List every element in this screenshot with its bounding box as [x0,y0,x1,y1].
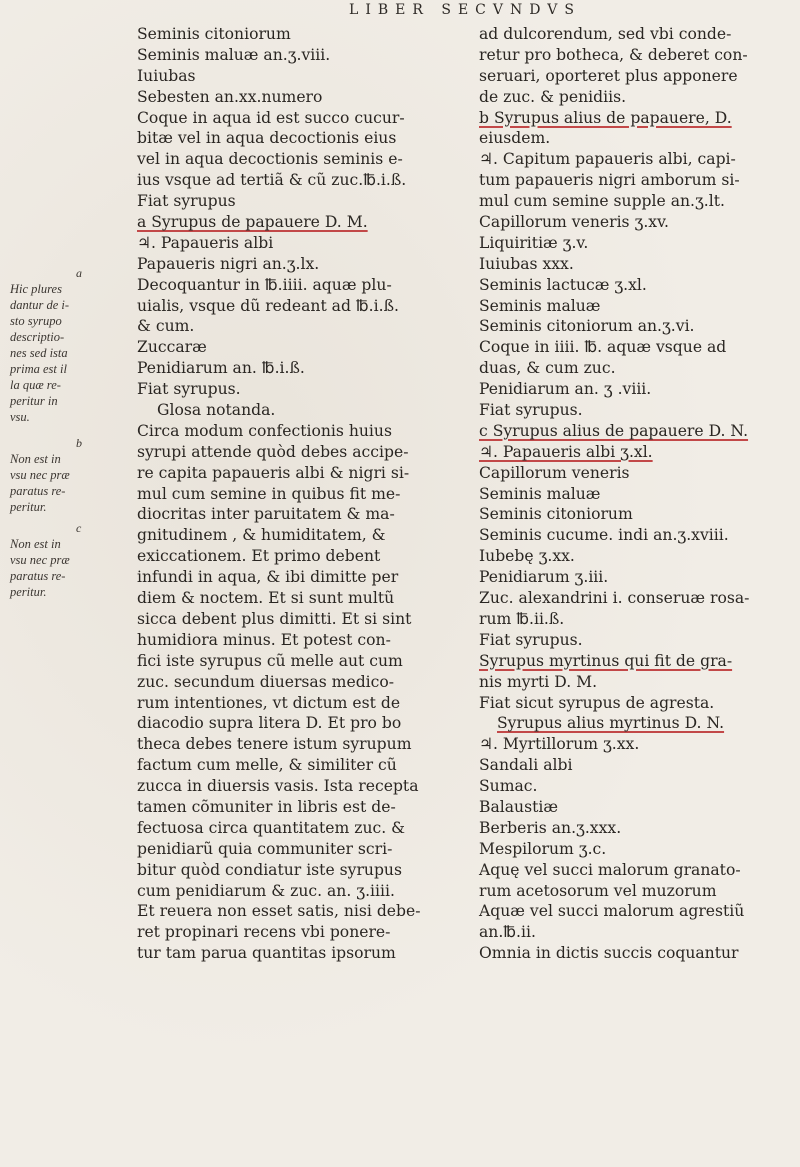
text-line: gnitudinem , & humiditatem, & [137,526,386,545]
text-line: sicca debent plus dimitti. Et si sint [137,609,412,628]
margin-note-line: vsu nec præ [10,468,70,482]
text-line: bitur quòd condiatur iste syrupus [137,860,402,879]
text-line: Papaueris nigri an.ʒ.lx. [137,254,320,273]
text-line: mul cum semine supple an.ʒ.lt. [479,192,725,211]
margin-note-line: prima est il [10,362,67,376]
recipe-heading: b Syrupus alius de papauere, D. [479,108,732,127]
text-line: nis myrti D. M. [479,672,598,691]
text-line: Fiat syrupus [137,192,236,211]
text-line: exiccationem. Et primo debent [137,547,381,566]
text-line: fici iste syrupus cũ melle aut cum [137,651,403,670]
text-line: duas, & cum zuc. [479,359,616,378]
text-line: seruari, oporteret plus apponere [479,66,738,85]
text-line: bitæ vel in aqua decoctionis eius [137,129,397,148]
margin-note-line: vsu. [10,410,30,424]
text-line: re capita papaueris albi & nigri si- [137,463,410,482]
text-line: ret propinari recens vbi ponere- [137,923,391,942]
recipe-heading: a Syrupus de papauere D. M. [137,213,368,232]
margin-note-mark: a [76,266,82,280]
text-line: Seminis citoniorum [479,505,633,524]
text-line: mul cum semine in quibus fit me- [137,484,401,503]
text-line: de zuc. & penidiis. [479,87,627,106]
text-line: tum papaueris nigri amborum si- [479,171,740,190]
text-line: Capillorum veneris [479,463,630,482]
text-line: an.℔.ii. [479,923,536,942]
text-line: Seminis citoniorum [137,25,291,43]
running-head [0,2,800,18]
text-line: Et reuera non esset satis, nisi debe- [137,902,421,921]
text-line: eiusdem. [479,129,551,148]
margin-note-line: vsu nec præ [10,553,70,567]
recipe-heading: Syrupus myrtinus qui fit de gra- [479,651,733,670]
text-line: Aquæ vel succi malorum agrestiũ [479,902,745,921]
left-text-column [137,24,467,964]
text-line: Coque in aqua id est succo cucur- [137,108,405,127]
margin-note-line: nes sed ista [10,346,68,360]
text-line: Fiat syrupus. [479,630,583,649]
text-line: Liquiritiæ ʒ.v. [479,233,589,252]
text-line: Sebesten an.xx.numero [137,87,323,106]
margin-note-mark: c [76,521,82,535]
margin-note-line: peritur. [10,500,47,514]
text-line: Iuiubas [137,66,196,85]
text-line: Penidiarum an. ℔.i.ß. [137,359,305,378]
text-line: syrupi attende quòd debes accipe- [137,442,409,461]
text-line: diocritas inter paruitatem & ma- [137,505,395,524]
text-line: rum acetosorum vel muzorum [479,881,717,900]
gloss-heading: Glosa notanda. [157,401,276,420]
text-line: rum intentiones, vt dictum est de [137,693,401,712]
margin-note-line: la quæ re- [10,378,61,392]
text-line: Seminis cucume. indi an.ʒ.xviii. [479,526,729,545]
text-line: Capillorum veneris ʒ.xv. [479,213,669,232]
margin-note-mark: b [76,436,82,450]
text-line: Zuccaræ [137,338,207,357]
margin-note-line: paratus re- [10,569,66,583]
margin-note-line: peritur. [10,585,47,599]
text-line: uialis, vsque dũ redeant ad ℔.i.ß. [137,296,399,315]
recipe-heading: Syrupus alius myrtinus D. N. [497,714,725,733]
text-line: penidiarũ quia communiter scri- [137,839,393,858]
margin-note-line: Hic plures [10,282,62,296]
text-line: Fiat syrupus. [137,380,241,399]
text-line: diem & noctem. Et si sunt multũ [137,589,395,608]
text-line: Coque in iiii. ℔. aquæ vsque ad [479,338,727,357]
margin-note-line: descriptio- [10,330,65,344]
margin-note-a [0,265,110,425]
text-line: Iuiubas xxx. [479,254,574,273]
running-head-text: LIBER SECVNDVS [349,2,581,18]
text-line: ♃. Capitum papaueris albi, capi- [479,150,736,169]
text-line: ♃. Papaueris albi ʒ.xl. [479,442,653,461]
text-line: Fiat sicut syrupus de agresta. [479,693,715,712]
text-line: Seminis maluæ an.ʒ.viii. [137,45,331,64]
text-line: Zuc. alexandrini i. conseruæ rosa- [479,589,750,608]
text-line: diacodio supra litera D. Et pro bo [137,714,402,733]
text-line: cum penidiarum & zuc. an. ʒ.iiii. [137,881,395,900]
text-line: tur tam parua quantitas ipsorum [137,944,396,963]
text-line: fectuosa circa quantitatem zuc. & [137,818,406,837]
text-line: Iubebę ʒ.xx. [479,547,575,566]
text-line: vel in aqua decoctionis seminis e- [137,150,403,169]
text-line: Circa modum confectionis huius [137,421,392,440]
right-text-column [479,24,789,964]
margin-note-line: paratus re- [10,484,66,498]
text-line: factum cum melle, & similiter cũ [137,756,397,775]
text-line: Seminis maluæ [479,296,601,315]
margin-note-line: peritur in [10,394,58,408]
text-line: infundi in aqua, & ibi dimitte per [137,568,399,587]
text-line: theca debes tenere istum syrupum [137,735,412,754]
text-line: Penidiarum ʒ.iii. [479,568,609,587]
text-line: Berberis an.ʒ.xxx. [479,818,622,837]
text-line: humidiora minus. Et potest con- [137,630,391,649]
text-line: Fiat syrupus. [479,401,583,420]
text-line: Seminis citoniorum an.ʒ.vi. [479,317,695,336]
text-line: Seminis lactucæ ʒ.xl. [479,275,647,294]
recipe-heading: c Syrupus alius de papauere D. N. [479,421,749,440]
text-line: ad dulcorendum, sed vbi conde- [479,25,732,43]
text-line: rum ℔.ii.ß. [479,609,565,628]
text-line: Penidiarum an. ʒ .viii. [479,380,652,399]
margin-note-line: Non est in [10,452,61,466]
text-line: Omnia in dictis succis coquantur [479,944,739,963]
text-line: retur pro botheca, & deberet con- [479,45,748,64]
text-line: ♃. Papaueris albi [137,233,274,252]
text-line: Aquę vel succi malorum granato- [479,860,741,879]
margin-note-line: Non est in [10,537,61,551]
text-line: & cum. [137,317,195,336]
text-line: tamen cõmuniter in libris est de- [137,797,396,816]
text-line: Sandali albi [479,756,573,775]
margin-note-b [0,435,110,515]
text-line: Seminis maluæ [479,484,601,503]
text-line: ius vsque ad tertiã & cũ zuc.℔.i.ß. [137,171,407,190]
text-line: Decoquantur in ℔.iiii. aquæ plu- [137,275,392,294]
text-line: zucca in diuersis vasis. Ista recepta [137,777,419,796]
text-line: Balaustiæ [479,797,558,816]
margin-note-c [0,520,110,600]
margin-note-line: sto syrupo [10,314,62,328]
text-line: Sumac. [479,777,538,796]
text-line: Mespilorum ʒ.c. [479,839,607,858]
text-line: zuc. secundum diuersas medico- [137,672,395,691]
text-line: ♃. Myrtillorum ʒ.xx. [479,735,640,754]
margin-note-line: dantur de i- [10,298,70,312]
